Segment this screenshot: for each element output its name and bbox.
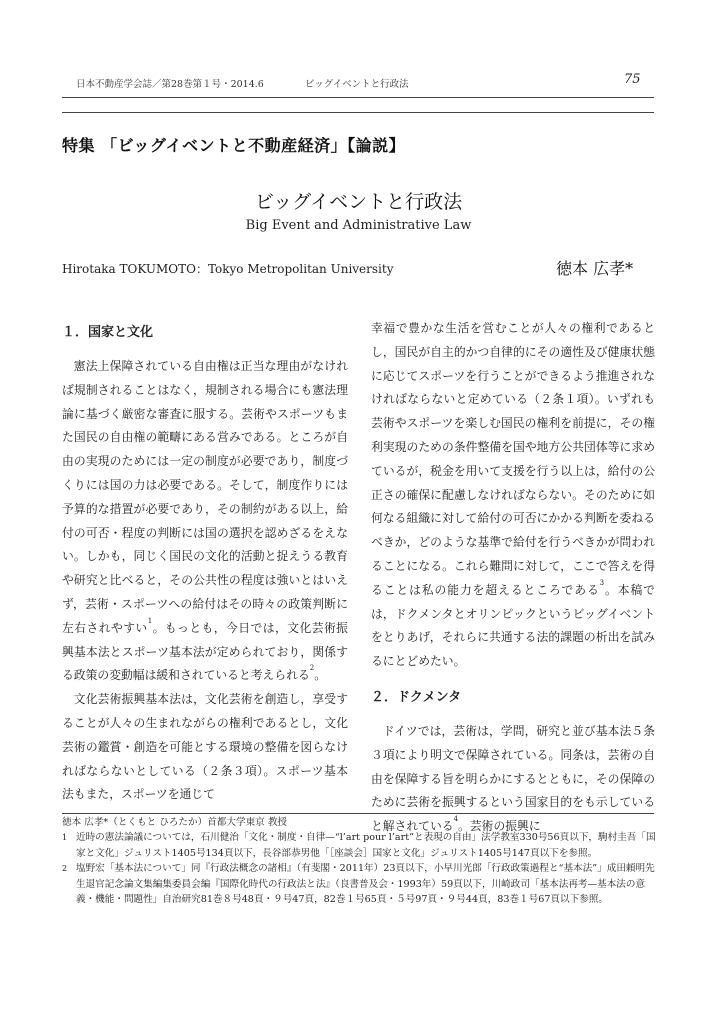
footnotes xyxy=(62,815,656,907)
body-column-left xyxy=(62,321,348,807)
footnote-text: 近時の憲法論議については，石川健治「文化・制度・自律—“l’art pour l’art”と表現の自由」法学教室330号56頁以下，駒村圭吾「国家と文化」ジュリスト1405号134頁以下，長谷部恭男他「［座談会］国家と文化」ジュリスト1405号147頁以下を参照。 xyxy=(76,832,656,859)
footnote-ref[interactable]: 2 xyxy=(309,664,315,673)
section-heading-2: ２．ドクメンタ xyxy=(371,689,462,705)
page-number: 75 xyxy=(624,72,641,87)
footnote-ref[interactable]: 3 xyxy=(599,578,605,587)
author-name-ja: 徳本 広孝* xyxy=(556,259,634,278)
section-heading-1: １．国家と文化 xyxy=(62,325,154,340)
body-column-right xyxy=(371,317,655,839)
paragraph: 文化芸術振興基本法は，文化芸術を創造し，享受することが人々の生まれながらの権利であるとし，文化芸術の鑑賞・創造を可能とする環境の整備を図らなければならないとしている（２条３項）。スポーツ基本法もまた，スポーツを通じて xyxy=(62,692,348,802)
paragraph-continued xyxy=(371,317,655,674)
paragraph-text: 。もっとも，今日では，文化芸術振興基本法とスポーツ基本法が定められており，関係する政策の変動幅は緩和されていると考えられる xyxy=(62,620,348,683)
paragraph-text: 。本稿では，ドクメンタとオリンピックというビッグイベントをとりあげ，それらに共通する法的課題の析出を試みるにとどめたい。 xyxy=(371,582,655,669)
footnote-ref[interactable]: 1 xyxy=(147,616,153,625)
footnote-2 xyxy=(62,861,656,907)
footnote-1 xyxy=(62,830,656,861)
footnote-text: 塩野宏「基本法について」同『行政法概念の諸相』（有斐閣・2011年）23頁以下，小早川光郎「行政政策過程と“基本法”」成田頼明先生退官記念論文集編集委員会編『国際化時代の行政法と法』（良書普及会・1993年）59頁以下，川崎政司「基本法再考—基本法の意義・機能・問題性」自治研究81巻８号48頁・９号47頁，82巻１号65頁・５号97頁・９号44頁，83巻１号67頁以下参照。 xyxy=(76,863,655,906)
paragraph-text: 。 xyxy=(314,668,327,683)
author-note: 徳本 広孝*（とくもと ひろたか）首都大学東京 教授 xyxy=(62,817,288,828)
paragraph-text: 幸福で豊かな生活を営むことが人々の権利であるとし，国民が自主的かつ自律的にその適性及び健康状態に応じてスポーツを行うことができるよう推進されなければならないと定めている（２条１項）。いずれも芸術やスポーツを楽しむ国民の権利を前提に，その権利実現のための条件整備を国や地方公共団体等に求めているが，税金を用いて支援を行う以上は，給付の公正さの確保に配慮しなければならない。そのために如何なる組織に対して給付の可否にかかる判断を委ねるべきか，どのような基準で給付を行うべきかが問われることになる。これら難問に対して，ここで答えを得ることは私の能力を超えるところである xyxy=(371,321,655,597)
paragraph xyxy=(62,355,348,688)
author-affiliation-en: Hirotaka TOKUMOTO：Tokyo Metropolitan University xyxy=(62,262,394,276)
running-header-journal: 日本不動産学会誌／第28巻第１号・2014.6 xyxy=(76,79,264,90)
footnote-number: 1 xyxy=(62,833,68,843)
article-title-en: Big Event and Administrative Law xyxy=(245,218,472,233)
paragraph-text: 。芸術の振興に xyxy=(458,819,541,834)
article-title-ja: ビッグイベントと行政法 xyxy=(254,191,463,213)
footnote-number: 2 xyxy=(62,864,68,874)
paragraph-text: ドイツでは，芸術は，学問，研究と並び基本法５条３項により明文で保障されている。同条は，芸術の自由を保障する旨を明らかにするとともに，その保障のために芸術を振興するという国家目的をも示していると解されている xyxy=(371,723,655,834)
header-rule xyxy=(62,97,654,98)
feature-heading: 特集 「ビッグイベントと不動産経済」【論説】 xyxy=(62,136,406,155)
header-rule-second xyxy=(62,112,654,113)
footnote-ref[interactable]: 4 xyxy=(453,815,459,824)
footnote-rule xyxy=(62,813,654,814)
paragraph-text: 憲法上保障されている自由権は正当な理由がなければ規制されることはなく，規制される場合にも憲法理論に基づく厳密な審査に服する。芸術やスポーツもまた国民の自由権の範疇にある営みである。ところが自由の実現のためには一定の制度が必要であり，制度づくりには国の力は必要である。そして，制度作りには予算的な措置が必要であり，その制約がある以上，給付の可否・程度の判断には国の選択を認めざるをえない。しかも，同じく国民の文化的活動と捉えうる教育や研究と比べると，その公共性の程度は強いとはいえず，芸術・スポーツへの給付はその時々の政策判断に左右されやすい xyxy=(62,359,348,635)
running-header-title: ビッグイベントと行政法 xyxy=(305,79,409,90)
